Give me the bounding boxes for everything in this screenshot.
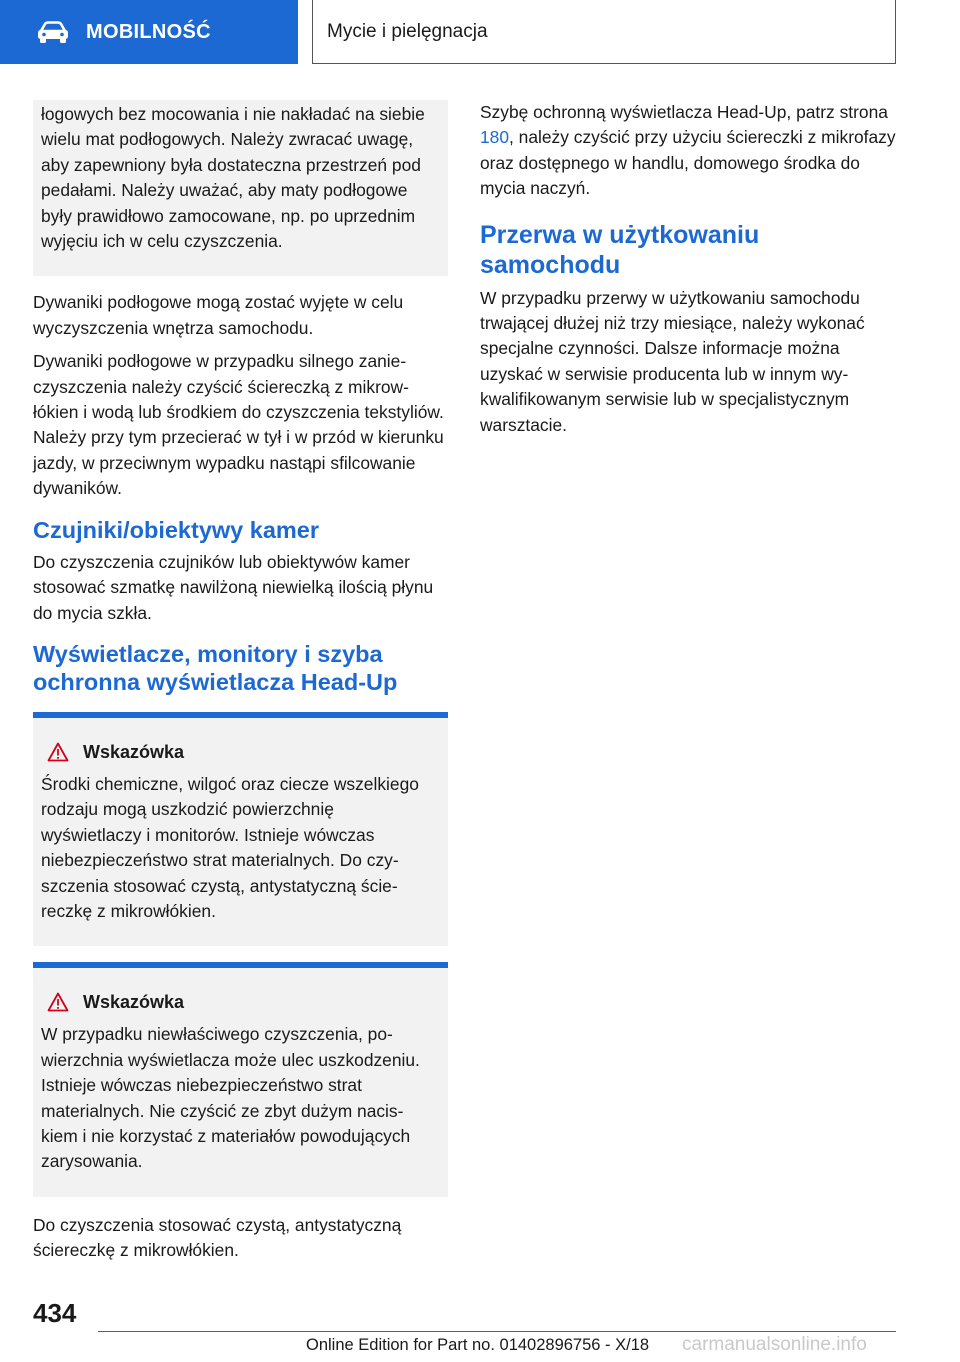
warning-icon bbox=[47, 742, 69, 762]
continued-note bbox=[33, 100, 448, 276]
continued-note-text: łogowych bez mocowania i nie nakładać na siebie wielu mat podłogowych. Należy zwracać uwagę, aby zapewniony była dostateczna przestrzeń pod pedałami. Należy uważać, aby maty podłogowe były prawidłowo zamocowane, np. po uprzednim wyjęciu ich w celu czyszczenia. bbox=[41, 104, 425, 252]
paragraph-final: Do czyszczenia stosować czystą, antystatyczną ściereczkę z mikrowłókien. bbox=[33, 1214, 402, 1261]
left-column bbox=[33, 100, 448, 1272]
footer-edition: Online Edition for Part no. 01402896756 - X/18 bbox=[306, 1336, 650, 1354]
note-title-1 bbox=[41, 740, 434, 764]
note-text-1: Środki chemiczne, wilgoć oraz ciecze wszelkiego rodzaju mogą uszkodzić powierzchnię wyświetlaczy i monitorów. Istnieje wówczas niebezpieczeństwo strat materialnych. Do czyszczenia stosować czystą, antystatyczną ściereczkę z mikrowłókien. bbox=[41, 773, 419, 921]
note-text-2: W przypadku niewłaściwego czyszczenia, powierzchnia wyświetlacza może ulec uszkodzeniu. Istnieje wówczas niebezpieczeństwo strat materialnych. Nie czyścić ze zbyt dużym naciskiem i nie korzystać z materiałów powodujących zarysowania. bbox=[41, 1024, 420, 1172]
page-header bbox=[0, 0, 960, 66]
paragraph-hud-after: , należy czyścić przy użyciu ściereczki z mikrofazy oraz dostępnego w handlu, domowego środka do mycia naczyń. bbox=[480, 127, 896, 199]
note-title-2 bbox=[41, 990, 434, 1014]
car-icon bbox=[36, 20, 70, 44]
section-tab bbox=[0, 0, 298, 64]
paragraph-floor-mats-removal: Dywaniki podłogowe mogą zostać wyjęte w celu wyczyszczenia wnętrza samochodu. bbox=[33, 292, 404, 338]
heading-break: Przerwa w użytkowaniu samochodu bbox=[480, 220, 760, 279]
footer-watermark: carmanualsonline.info bbox=[682, 1334, 867, 1355]
page-number: 434 bbox=[33, 1298, 77, 1328]
heading-displays: Wyświetlacze, monitory i szyba ochronna wyświetlacza Head-Up bbox=[33, 640, 398, 695]
chapter-title: Mycie i pielęgnacja bbox=[327, 20, 488, 42]
footer-divider bbox=[98, 1331, 896, 1332]
chapter-title-box bbox=[312, 0, 896, 64]
paragraph-sensors: Do czyszczenia czujników lub obiektywów kamer stosować szmatkę nawilżoną niewielką ilością płynu do mycia szkła. bbox=[33, 551, 434, 623]
paragraph-break: W przypadku przerwy w użytkowaniu samochodu trwającej dłużej niż trzy miesiące, należy wykonać specjalne czynności. Dalsze informacje można uzyskać w serwisie producenta lub w innym wykwalifikowanym serwisie lub w specjalistycznym warsztacie. bbox=[480, 287, 865, 435]
note-title-text-1: Wskazówka bbox=[83, 741, 185, 762]
note-title-text-2: Wskazówka bbox=[83, 992, 185, 1013]
note-box-1 bbox=[33, 712, 448, 946]
warning-icon bbox=[47, 992, 69, 1012]
heading-sensors: Czujniki/obiektywy kamer bbox=[33, 516, 320, 543]
right-column bbox=[480, 100, 898, 446]
note-box-2 bbox=[33, 962, 448, 1196]
paragraph-floor-mats-cleaning: Dywaniki podłogowe w przypadku silnego zanieczyszczenia należy czyścić ściereczką z mikrowłókien i wodą lub środkiem do czyszczenia tekstyliów. Należy przy tym przecierać w tył i w przód w kierunku jazdy, w przeciwnym wypadku nastąpi sfilcowanie dywaników. bbox=[33, 351, 444, 499]
section-label: MOBILNOŚĆ bbox=[86, 20, 211, 43]
paragraph-hud-before: Szybę ochronną wyświetlacza Head-Up, patrz strona bbox=[480, 102, 888, 122]
page-link-180[interactable]: 180 bbox=[480, 127, 510, 148]
paragraph-hud bbox=[480, 100, 898, 202]
